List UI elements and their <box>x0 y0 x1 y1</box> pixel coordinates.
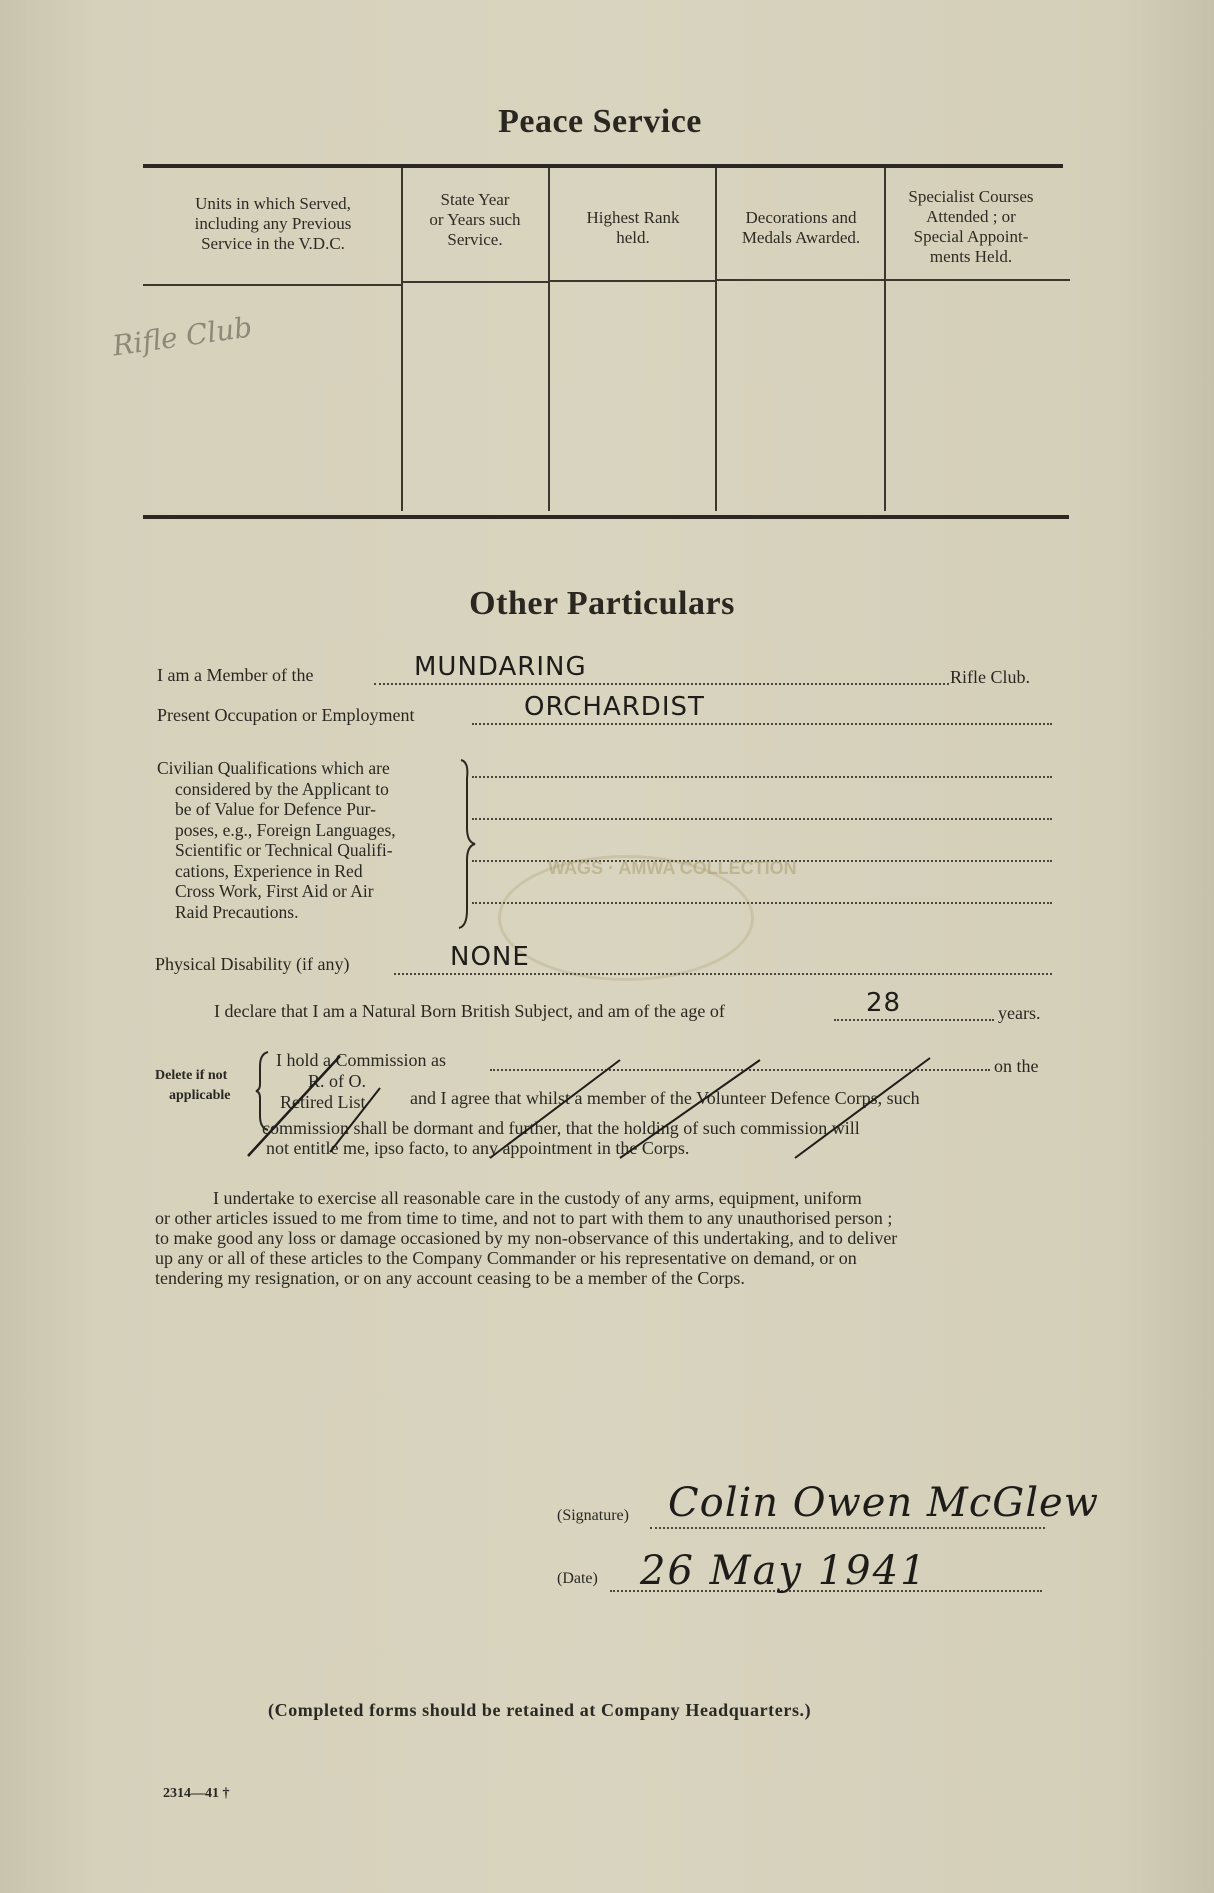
undertaking-paragraph: I undertake to exercise all reasonable care in the custody of any arms, equipment, uniform or other articles issued to me from time to time, and not to part with them to any unauthorised person ; to make good any loss or damage occasioned by my non-observance of this undertaking, and to deliver up any or all of these articles to the Company Commander or his representative on demand, or on tendering my resignation, or on any account ceasing to be a member of the Corps. <box>155 1188 898 1288</box>
signature-value: Colin Owen McGlew <box>668 1480 1099 1526</box>
qualification-line <box>472 818 1052 820</box>
col-header-years: State Year or Years such Service. <box>429 190 521 249</box>
agree-text: and I agree that whilst a member of the Volunteer Defence Corps, such <box>410 1088 920 1108</box>
header-rule <box>548 280 715 282</box>
disability-label: Physical Disability (if any) <box>155 954 350 974</box>
header-rule <box>143 284 401 286</box>
delete-label: Delete if not applicable <box>155 1068 231 1103</box>
rifle-club-label: Rifle Club. <box>950 667 1030 687</box>
col-divider <box>884 168 886 511</box>
header-rule <box>401 281 548 283</box>
signature-line <box>650 1527 1045 1529</box>
form-code: 2314—41 † <box>163 1786 230 1801</box>
dormant-text: commission shall be dormant and further, that the holding of such commission will <box>262 1118 860 1138</box>
occupation-value: ORCHARDIST <box>524 692 705 722</box>
disability-line <box>394 973 1052 975</box>
date-value: 26 May 1941 <box>640 1548 928 1594</box>
occupation-line <box>472 723 1052 725</box>
civilian-qualifications-label: Civilian Qualifications which are considered by the Applicant to be of Value for Defence Pur- poses, e.g., Foreign Languages, Scientific or Technical Qualifi- cations, Experience in Red Cross Work, First Aid or Air Raid Precautions. <box>157 758 396 922</box>
on-the-label: on the <box>994 1056 1039 1076</box>
col-header-rank: Highest Rank held. <box>586 208 680 247</box>
units-entry: Rifle Club <box>110 310 255 363</box>
header-rule <box>715 279 884 281</box>
col-divider <box>715 168 717 511</box>
table-bottom-rule <box>143 515 1069 519</box>
age-line <box>834 1019 994 1021</box>
col-header-specialist: Specialist Courses Attended ; or Special Appoint- ments Held. <box>908 187 1034 266</box>
years-label: years. <box>998 1003 1041 1023</box>
declaration-text: I declare that I am a Natural Born British Subject, and am of the age of <box>214 1001 725 1021</box>
table-top-rule <box>143 164 1063 168</box>
col-divider <box>548 168 550 511</box>
occupation-label: Present Occupation or Employment <box>157 705 415 725</box>
collection-stamp-text: WAGS · AMWA COLLECTION <box>548 858 797 878</box>
qualification-line <box>472 776 1052 778</box>
peace-service-title: Peace Service <box>498 103 702 140</box>
col-divider <box>401 168 403 511</box>
entitle-text: not entitle me, ipso facto, to any appointment in the Corps. <box>266 1138 690 1158</box>
col-header-decorations: Decorations and Medals Awarded. <box>741 208 861 247</box>
header-rule <box>884 279 1070 281</box>
other-particulars-title: Other Particulars <box>469 585 735 622</box>
col-header-units: Units in which Served, including any Previous Service in the V.D.C. <box>194 194 352 253</box>
member-label: I am a Member of the <box>157 665 314 685</box>
curly-brace <box>455 758 479 930</box>
age-value: 28 <box>866 988 902 1018</box>
disability-value: NONE <box>450 942 530 972</box>
member-line <box>374 683 949 685</box>
strike-marks <box>240 1048 940 1168</box>
member-value: MUNDARING <box>414 652 587 682</box>
retain-note: (Completed forms should be retained at Company Headquarters.) <box>268 1700 812 1720</box>
signature-label: (Signature) <box>557 1507 629 1524</box>
commission-options: I hold a Commission as R. of O. Retired List <box>276 1050 446 1112</box>
date-label: (Date) <box>557 1570 598 1587</box>
